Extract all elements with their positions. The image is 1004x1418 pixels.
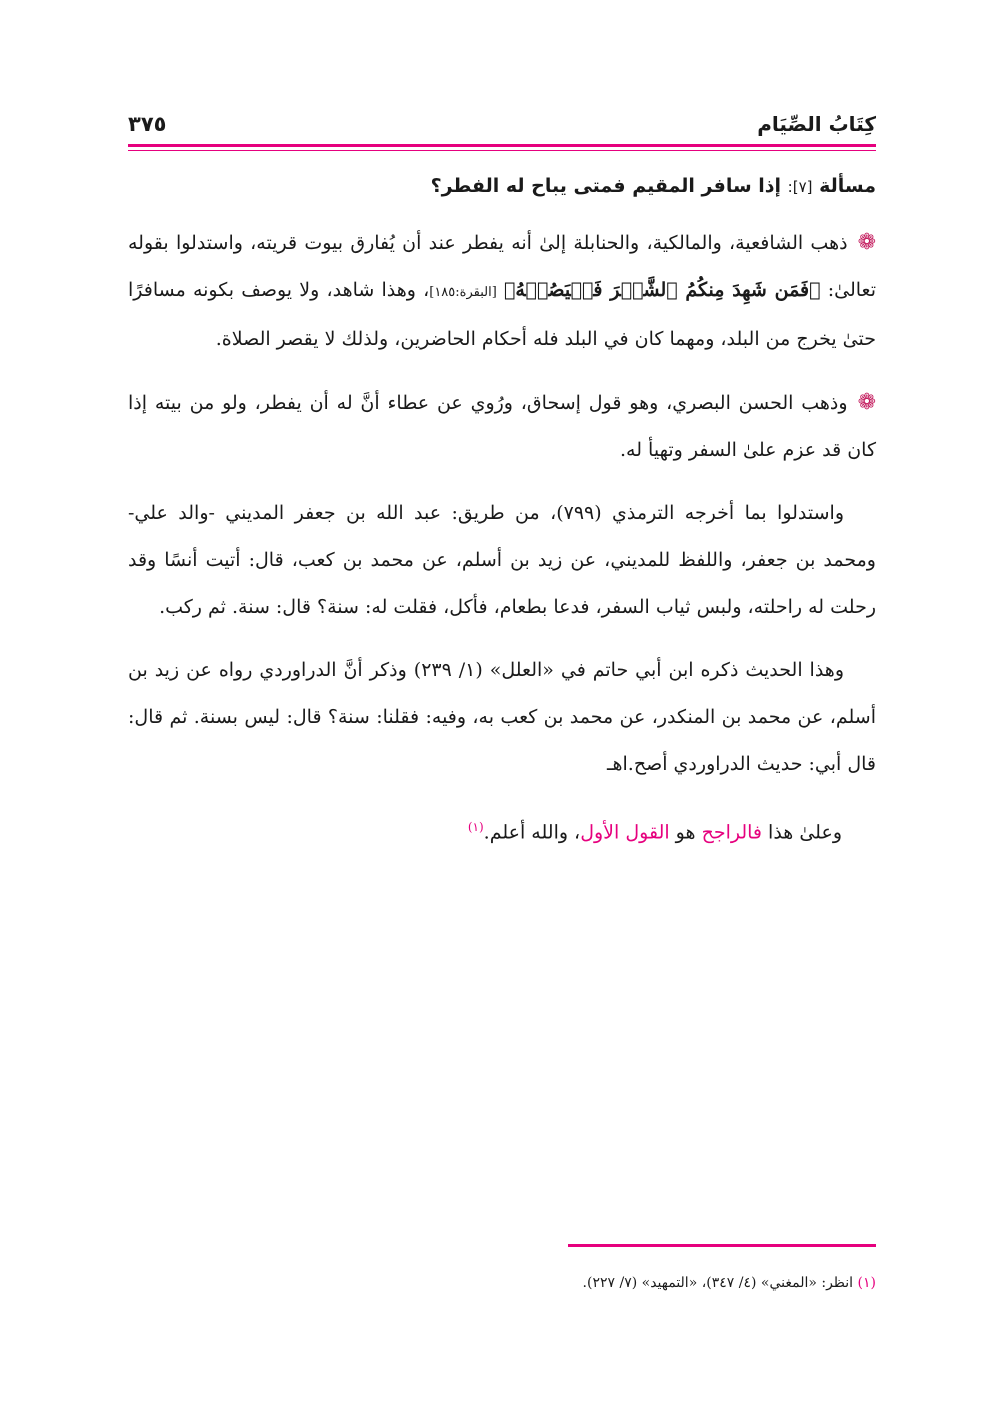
quran-verse: ﴿فَمَن شَهِدَ مِنكُمُ ٱلشَّهۡرَ فَلۡيَصُمۡهُ﴾ — [503, 279, 821, 301]
question-text: إذا سافر المقيم فمتى يباح له الفطر؟ — [430, 175, 782, 197]
question-heading — [128, 166, 876, 207]
flower-ornament-icon: ❁ — [857, 230, 876, 255]
flower-ornament-icon: ❁ — [857, 390, 876, 415]
header-rule — [128, 144, 876, 147]
conclusion-text: هو — [669, 821, 702, 844]
question-label: مسألة — [819, 175, 876, 197]
page-header — [128, 108, 876, 148]
paragraph-text: ، وهذا شاهد، ولا يوصف بكونه مسافرًا حتىٰ يخرج من البلد، ومهما كان في البلد فله أحكام الحاضرين، ولذلك لا يقصر الصلاة. — [128, 279, 876, 350]
footnote-number: (١) — [857, 1275, 876, 1291]
header-rule-thin — [128, 150, 876, 151]
conclusion-text: ، والله أعلم. — [483, 821, 581, 844]
paragraph-text: ذهب الشافعية، والمالكية، والحنابلة إلىٰ أنه يفطر عند أن يُفارق بيوت قريته، واستدلوا بقوله تعالىٰ: — [128, 232, 876, 301]
conclusion-text: وعلىٰ هذا — [762, 821, 842, 844]
preferred-opinion: القول الأول — [580, 821, 670, 844]
page-body — [128, 166, 876, 872]
footnote-rule — [568, 1244, 876, 1247]
footnote-text: انظر: «المغني» (٤/ ٣٤٧)، «التمهيد» (٧/ ٢٢٧). — [582, 1275, 858, 1291]
paragraph-majority-view — [128, 219, 876, 363]
paragraph-second-view — [128, 379, 876, 474]
paragraph-text: وذهب الحسن البصري، وهو قول إسحاق، ورُوي عن عطاء أنَّ له أن يفطر، ولو من بيته إذا كان قد عزم علىٰ السفر وتهيأ له. — [128, 392, 876, 461]
preferred-label: فالراجح — [701, 821, 762, 844]
question-number: [٧]: — [787, 178, 813, 196]
paragraph-hadith-note: وهذا الحديث ذكره ابن أبي حاتم في «العلل» (١/ ٢٣٩) وذكر أنَّ الدراوردي رواه عن زيد بن أسلم، عن محمد بن المنكدر، عن محمد بن كعب به، وفيه: فقلنا: سنة؟ قال: ليس بسنة. ثم قال: قال أبي: حديث الدراوردي أصح.اهـ — [128, 659, 876, 775]
paragraph-conclusion — [128, 804, 876, 856]
paragraph-evidence: واستدلوا بما أخرجه الترمذي (٧٩٩)، من طريق: عبد الله بن جعفر المديني -والد علي- ومحمد بن جعفر، واللفظ للمديني، عن زيد بن أسلم، عن محمد بن كعب، قال: أتيت أنسًا وقد رحلت له راحلته، ولبس ثياب السفر، فدعا بطعام، فأكل، فقلت له: سنة؟ قال: سنة. ثم ركب. — [128, 502, 876, 618]
footnote — [128, 1270, 876, 1296]
footnote-marker[interactable]: (١) — [467, 820, 484, 834]
running-title: كِتَابُ الصِّيَام — [757, 112, 876, 136]
verse-reference: [البقرة:١٨٥] — [429, 285, 497, 300]
page-number: ٣٧٥ — [128, 112, 167, 136]
